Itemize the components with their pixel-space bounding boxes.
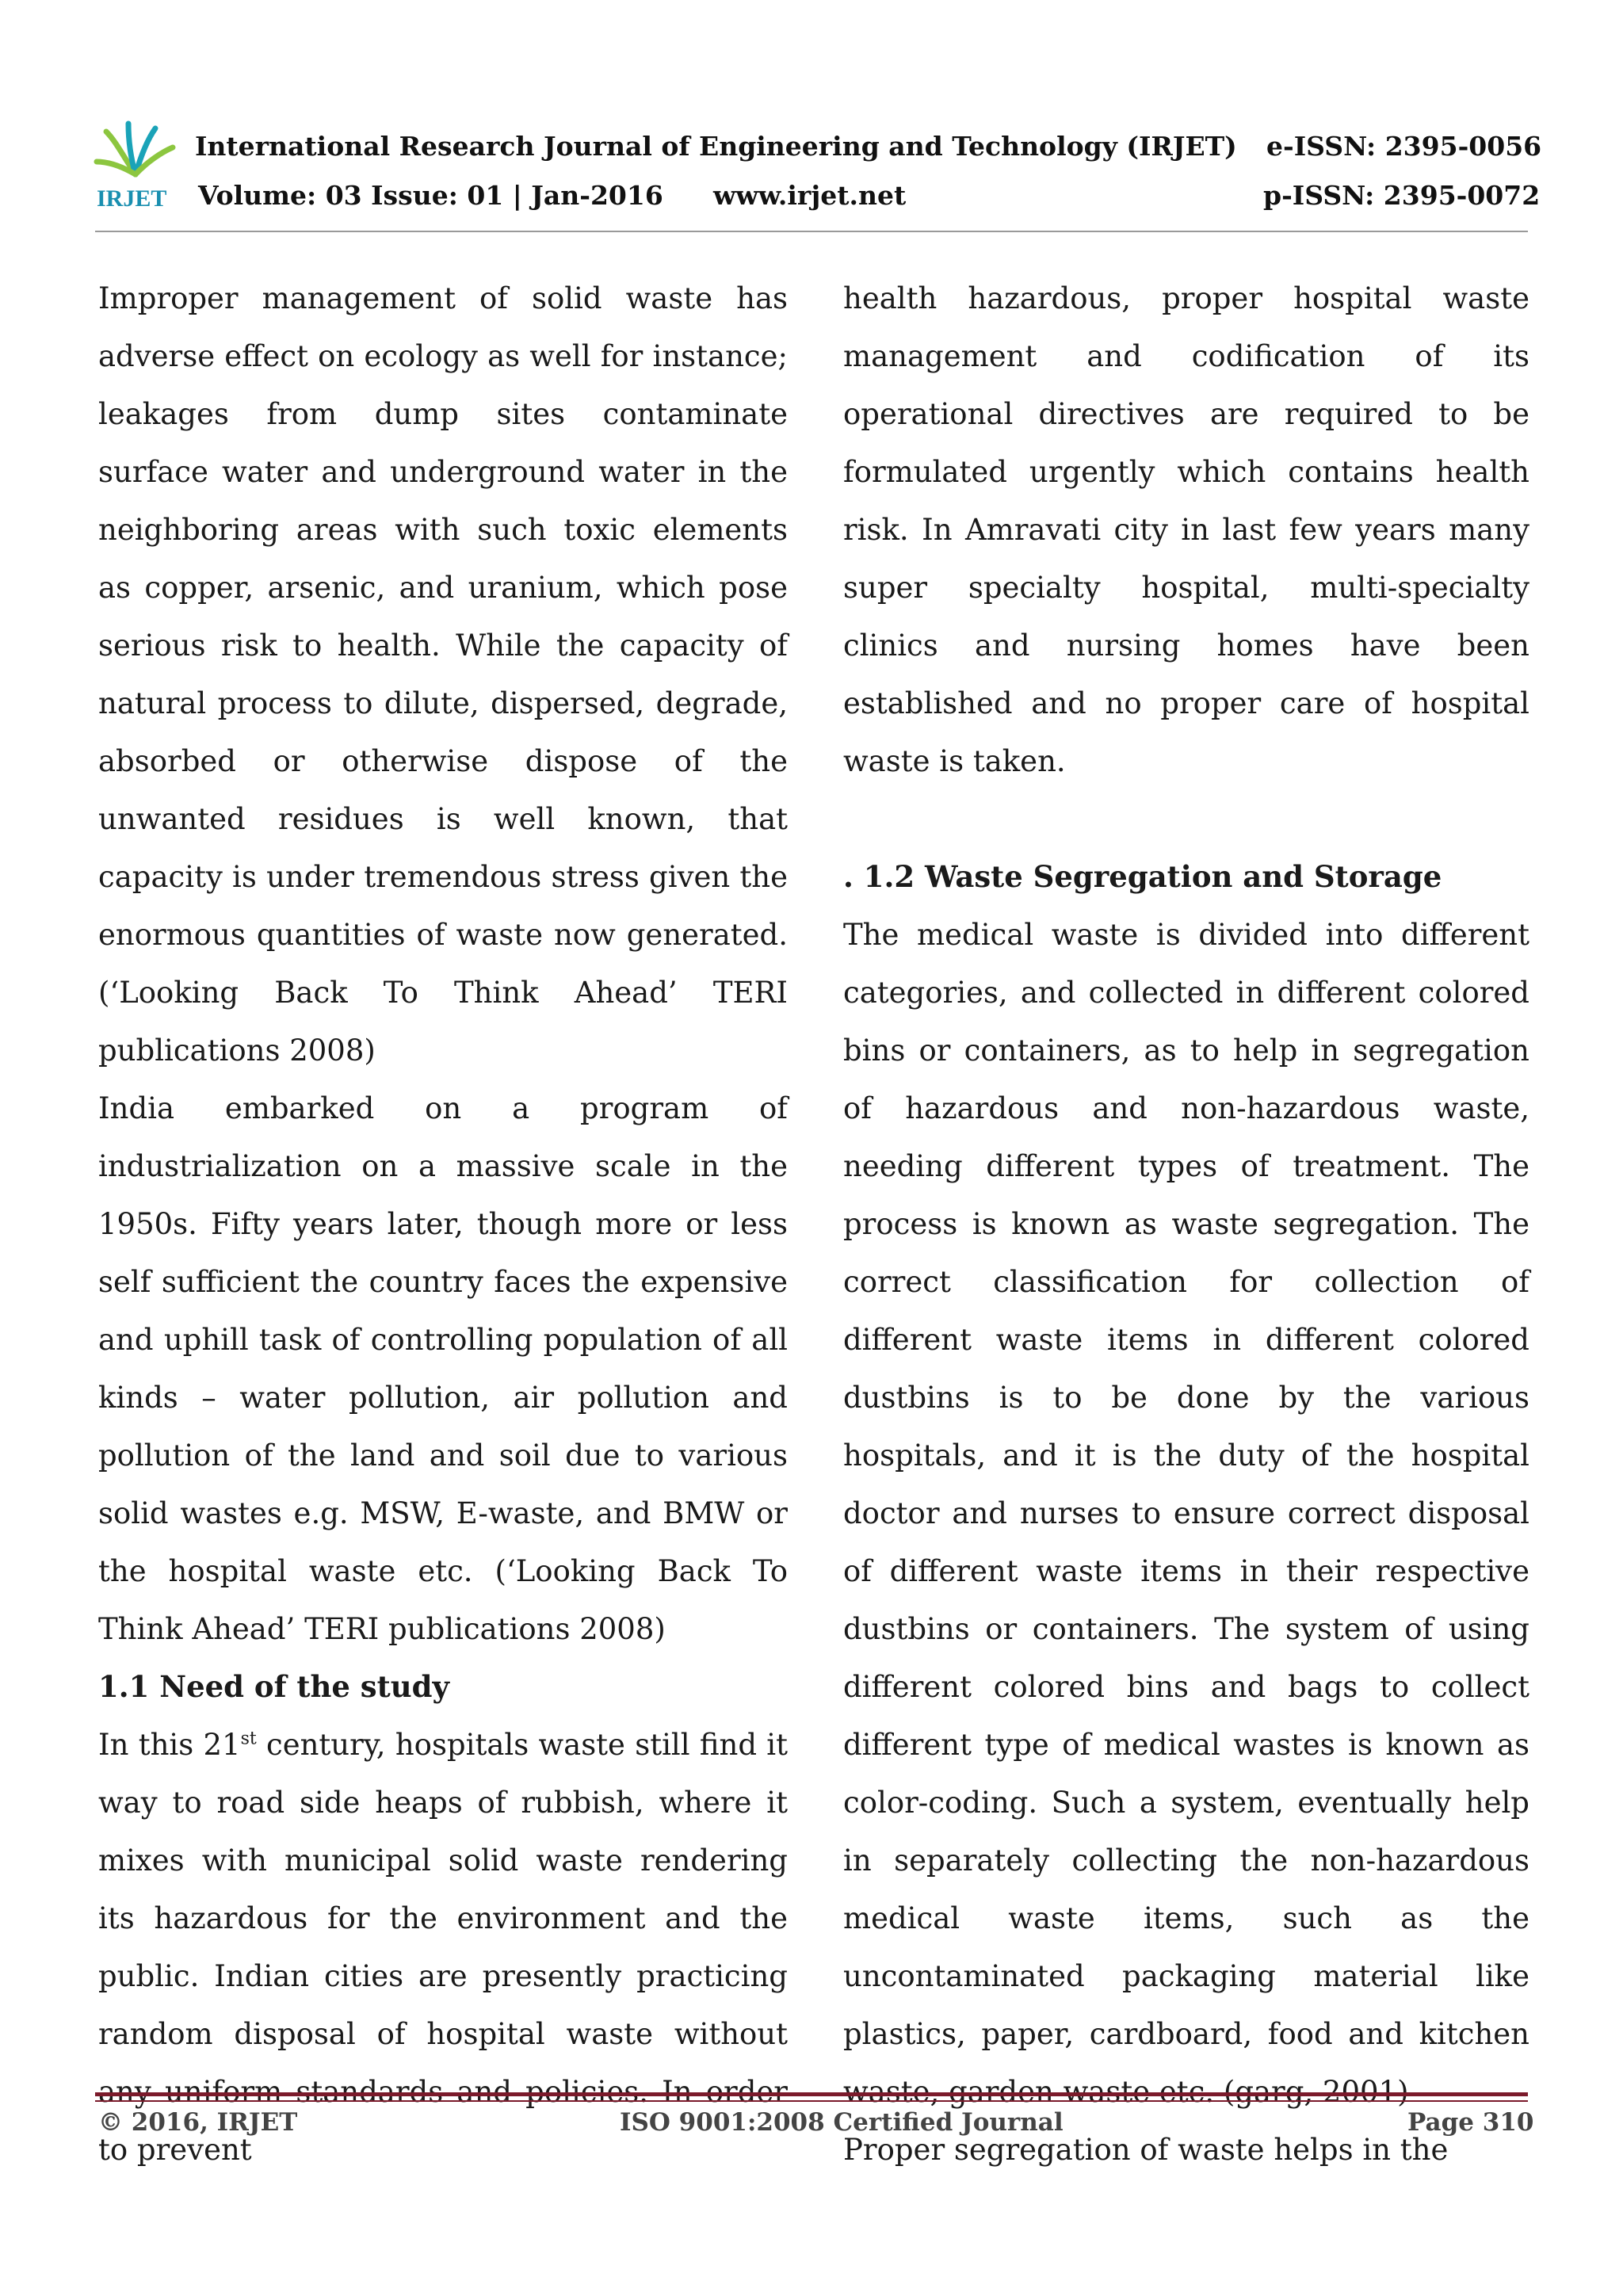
header-divider bbox=[95, 231, 1528, 232]
paragraph-need-of-study: In this 21st century, hospitals waste still find it way to road side heaps of rubbish, where it mixes with municipal solid waste rendering its hazardous for the environment and the public. Indian cities are presently practicing random disposal of hospital waste without to prevent bbox=[98, 1728, 788, 2167]
footer-copyright: © 2016, IRJET bbox=[98, 2108, 298, 2137]
irjet-logo bbox=[92, 117, 179, 212]
e-issn: e-ISSN: 2395-0056 bbox=[1266, 131, 1542, 162]
footer-rule-thin bbox=[95, 2100, 1528, 2102]
paragraph-proper-segregation: Proper segregation of waste helps in the bbox=[843, 2133, 1449, 2167]
paragraph-industrialization: India embarked on a program of industrialization on a massive scale in the 1950s. Fifty years later, though more or less self sufficient the country faces the expensive and uphill task of controlling population of all kinds – water pollution, air pollution and pollution of the land and soil due to various solid wastes e.g. MSW, E-waste, and BMW or the hospital waste etc. (‘Looking Back To Think Ahead’ TERI publications 2008) bbox=[98, 1091, 788, 1646]
footer-rule-thick bbox=[95, 2092, 1528, 2096]
right-column bbox=[843, 269, 1529, 2179]
section-heading-segregation: . 1.2 Waste Segregation and Storage bbox=[843, 859, 1442, 894]
p-issn: p-ISSN: 2395-0072 bbox=[1263, 180, 1541, 211]
left-column bbox=[98, 269, 788, 2179]
journal-title: International Research Journal of Engineering and Technology (IRJET) bbox=[195, 131, 1237, 162]
paragraph-segregation: The medical waste is divided into different categories, and collected in different colored bins or containers, as to help in segregation of hazardous and non-hazardous waste, needing different types of treatment. The process is known as waste segregation. The correct classification for collection of different waste items in different colored dustbins is to be done by the various hospitals, and it is the duty of the hospital doctor and nurses to ensure correct disposal of different waste items in their respective dustbins or containers. The system of using different colored bins and bags to collect different type of medical wastes is known as color-coding. Such a system, eventually help in separately collecting the non-hazardous medical waste items, such as the uncontaminated packaging material like plastics, paper, cardboard, food and kitchen bbox=[843, 918, 1529, 2051]
paragraph-solid-waste: Improper management of solid waste has adverse effect on ecology as well for instance; leakages from dump sites contaminate surface water and underground water in the neighboring areas with such toxic elements as copper, arsenic, and uranium, which pose serious risk to health. While the capacity of natural process to dilute, dispersed, degrade, absorbed or otherwise dispose of the unwanted residues is well known, that capacity is under tremendous stress given the enormous quantities of waste now generated. (‘Looking Back To Think Ahead’ TERI publications 2008) bbox=[98, 281, 788, 1068]
footer-certification: ISO 9001:2008 Certified Journal bbox=[620, 2108, 1064, 2137]
journal-website[interactable]: www.irjet.net bbox=[713, 180, 907, 211]
paragraph-hospital-waste: health hazardous, proper hospital waste management and codification of its operational directives are required to be formulated urgently which contains health risk. In Amravati city in last few years many super specialty hospital, multi-specialty clinics and nursing homes have been established and no proper care of hospital waste is taken. bbox=[843, 281, 1529, 778]
logo-text: IRJET bbox=[97, 185, 167, 212]
paragraph-spacer bbox=[843, 790, 1529, 848]
volume-issue: Volume: 03 Issue: 01 | Jan-2016 bbox=[198, 180, 663, 211]
section-heading-need-of-study: 1.1 Need of the study bbox=[98, 1669, 449, 1704]
footer-page-number: Page 310 bbox=[1407, 2108, 1534, 2137]
